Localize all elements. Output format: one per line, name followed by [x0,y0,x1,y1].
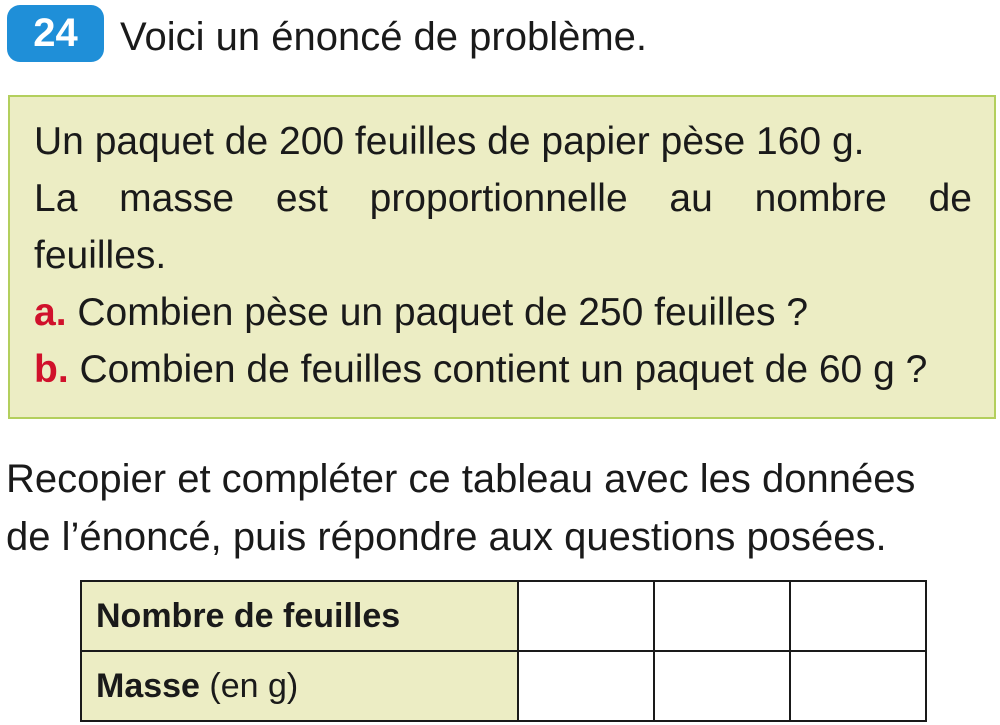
table-cell-empty [790,651,926,721]
exercise-title: Voici un énoncé de problème. [120,15,648,59]
problem-statement-box [8,95,996,419]
row-label: Nombre de feuilles [96,596,401,635]
instructions-line-1: Recopier et compléter ce tableau avec les données [6,457,916,501]
table-cell-empty [518,581,654,651]
problem-line-3: feuilles. [34,234,167,277]
question-a-marker: a. [34,291,67,334]
table-cell-empty [518,651,654,721]
instructions-line-2: de l’énoncé, puis répondre aux questions posées. [6,515,887,559]
table-row [81,581,926,651]
question-a [34,288,808,338]
row-label: Masse [96,666,200,705]
proportionality-table [80,580,927,722]
problem-line-1: Un paquet de 200 feuilles de papier pèse 160 g. [34,120,865,163]
table-cell-empty [654,581,790,651]
exercise-number-badge: 24 [7,5,104,62]
row-unit: (en g) [199,666,299,705]
question-a-text: Combien pèse un paquet de 250 feuilles ? [77,291,809,334]
question-b [34,345,927,395]
table-row [81,651,926,721]
row-header-feuilles [81,581,518,651]
problem-line-2: La masse est proportionnelle au nombre de [34,177,972,220]
row-header-masse [81,651,518,721]
table-cell-empty [654,651,790,721]
table-cell-empty [790,581,926,651]
question-b-text: Combien de feuilles contient un paquet de 60 g ? [79,348,928,391]
question-b-marker: b. [34,348,69,391]
